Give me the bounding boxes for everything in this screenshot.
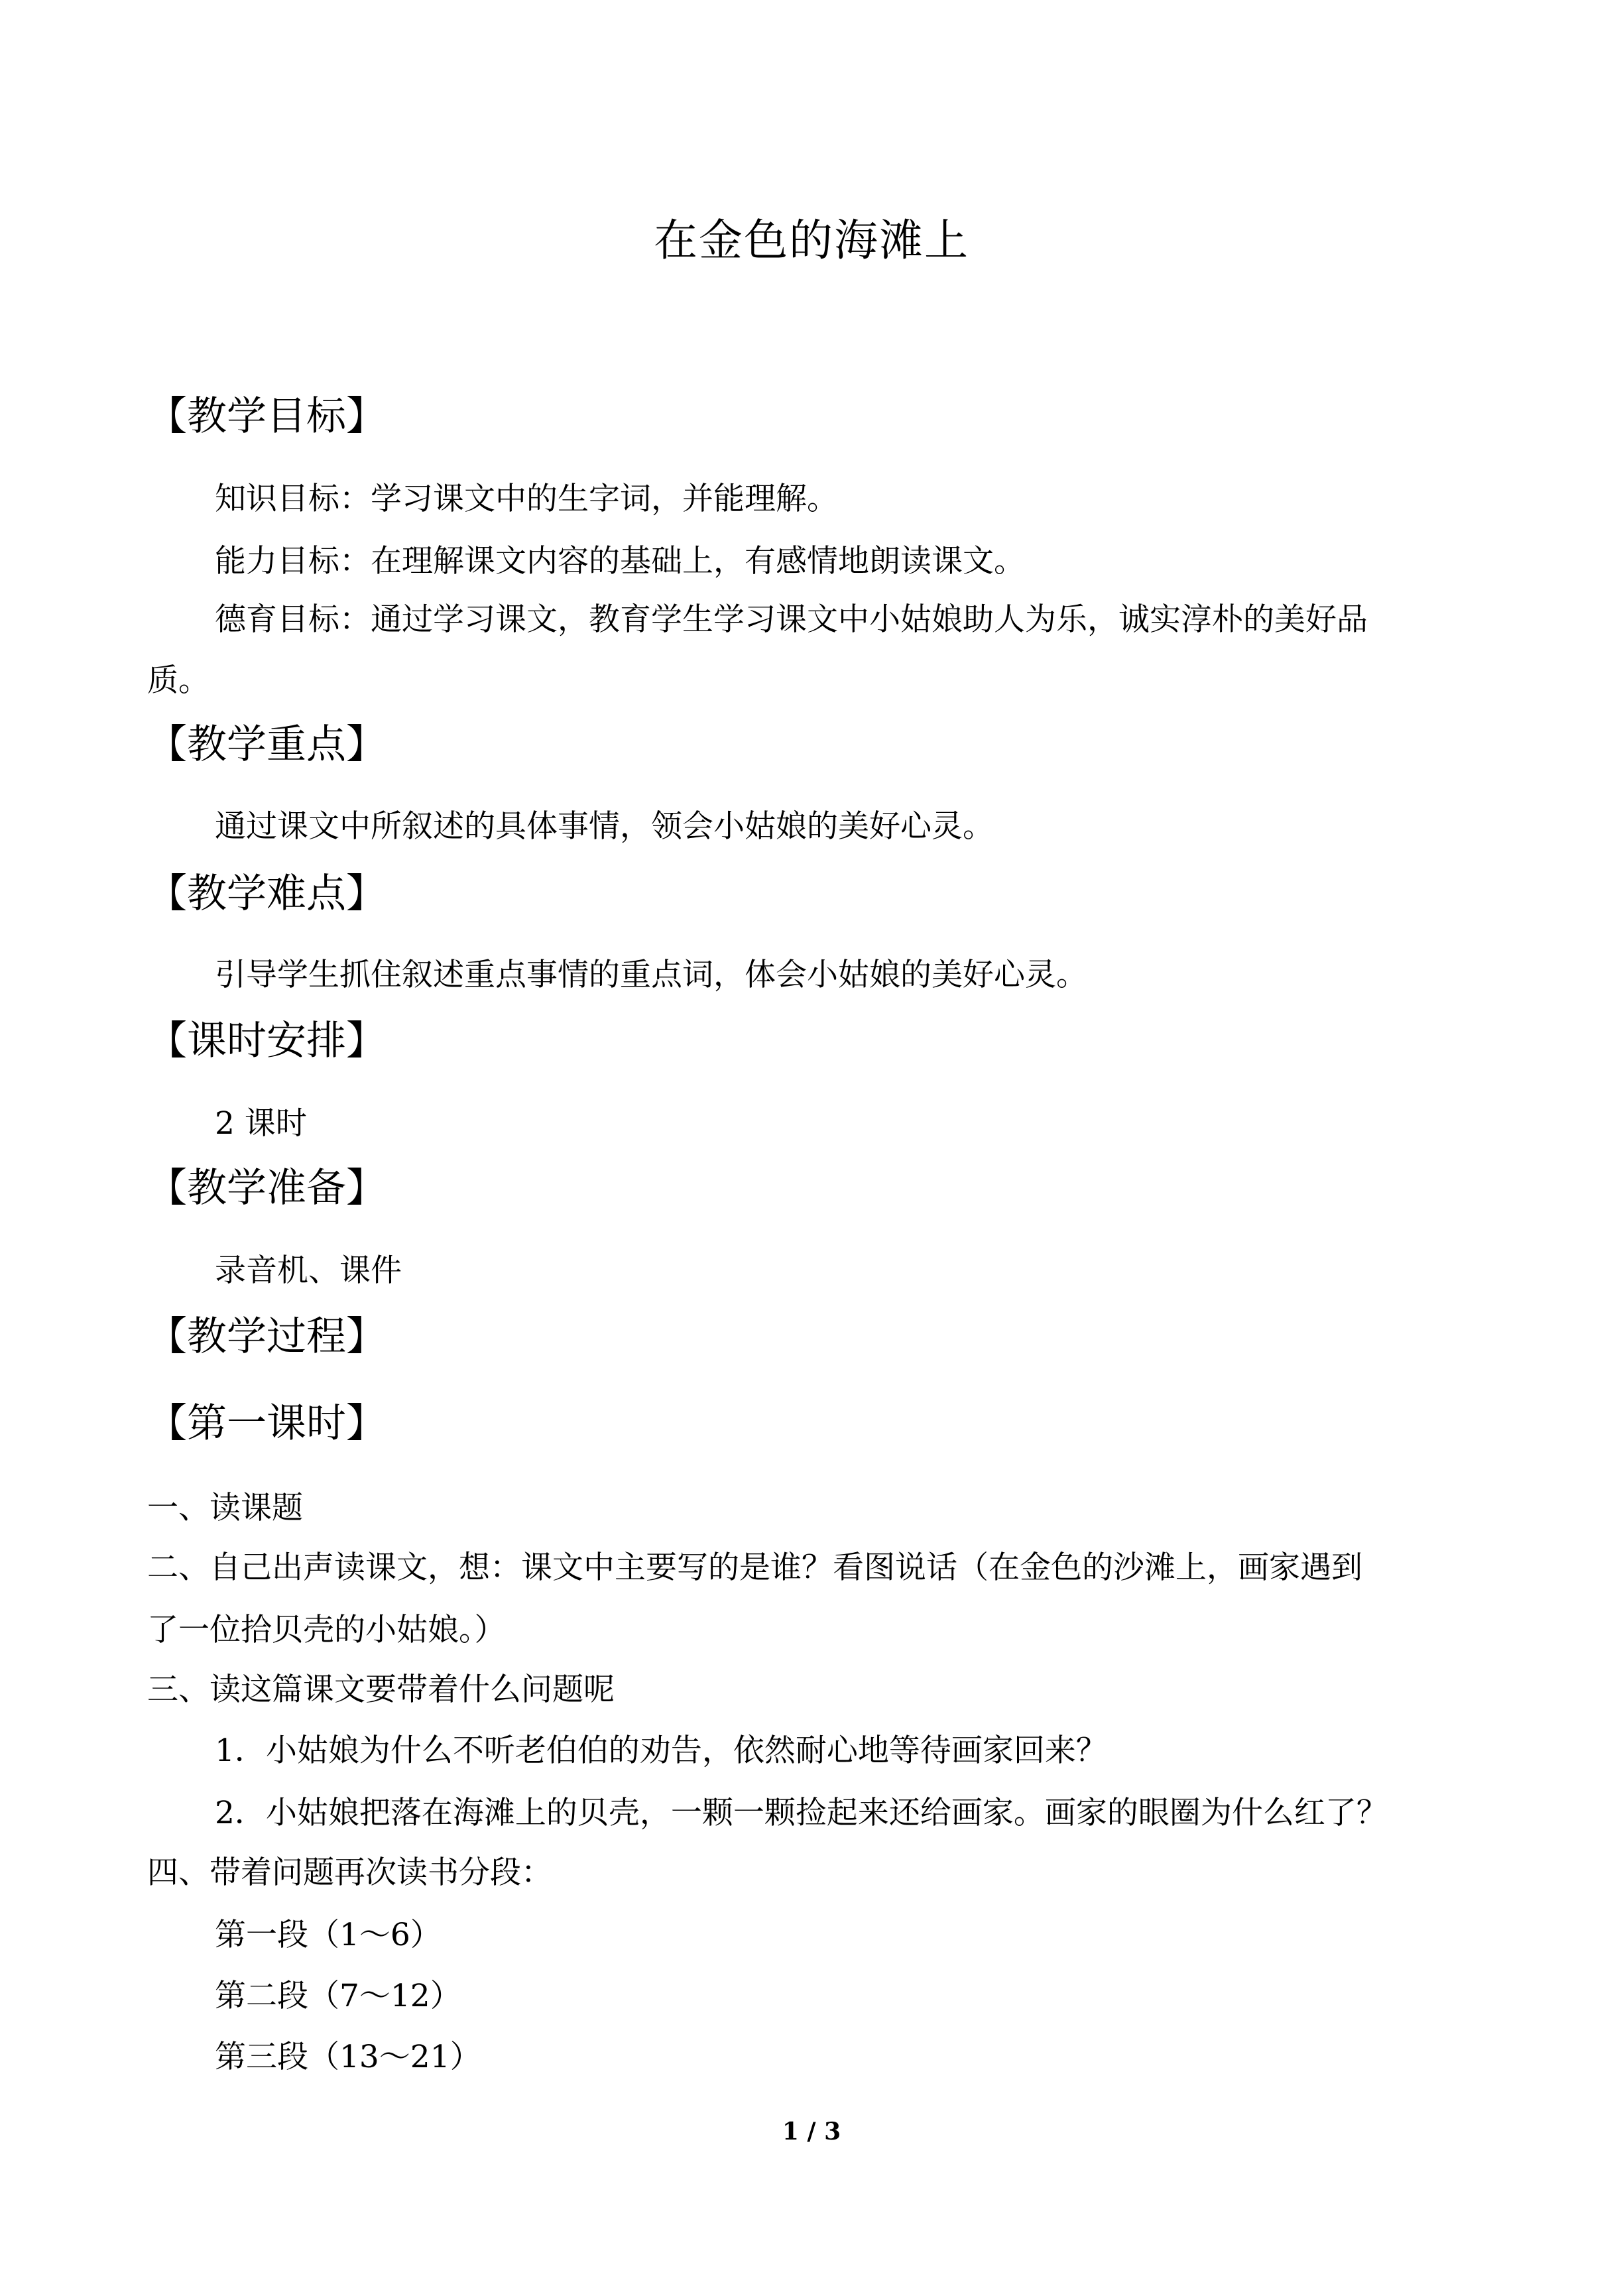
step-3: 三、读这篇课文要带着什么问题呢 (147, 1671, 615, 1708)
segment-3: 第三段（13～21） (215, 2039, 481, 2075)
heading-process: 【教学过程】 (147, 1313, 386, 1360)
step-1: 一、读课题 (147, 1490, 303, 1526)
objective-knowledge: 知识目标：学习课文中的生字词，并能理解。 (215, 481, 838, 517)
preparation-text: 录音机、课件 (215, 1252, 402, 1289)
document-title: 在金色的海滩上 (654, 215, 969, 266)
heading-preparation: 【教学准备】 (147, 1165, 386, 1211)
step-4: 四、带着问题再次读书分段： (147, 1854, 552, 1891)
step-2-line2: 了一位拾贝壳的小姑娘。） (147, 1612, 506, 1648)
objective-moral-line1: 德育目标：通过学习课文，教育学生学习课文中小姑娘助人为乐，诚实淳朴的美好品 (215, 601, 1368, 638)
segment-2: 第二段（7～12） (215, 1978, 461, 2014)
schedule-text: 2 课时 (215, 1105, 307, 1142)
objective-moral-line2: 质。 (147, 662, 210, 699)
question-1: 1．小姑娘为什么不听老伯伯的劝告，依然耐心地等待画家回来？ (215, 1732, 1107, 1769)
difficulties-text: 引导学生抓住叙述重点事情的重点词，体会小姑娘的美好心灵。 (215, 957, 1087, 993)
page-number: 1 / 3 (782, 2118, 841, 2145)
heading-first-lesson: 【第一课时】 (147, 1400, 386, 1447)
key-points-text: 通过课文中所叙述的具体事情，领会小姑娘的美好心灵。 (215, 808, 994, 845)
step-2-line1: 二、自己出声读课文，想：课文中主要写的是谁？看图说话（在金色的沙滩上，画家遇到 (147, 1549, 1362, 1586)
objective-ability: 能力目标：在理解课文内容的基础上，有感情地朗读课文。 (215, 543, 1025, 579)
segment-1: 第一段（1～6） (215, 1917, 442, 1953)
heading-key-points: 【教学重点】 (147, 721, 386, 768)
question-2: 2．小姑娘把落在海滩上的贝壳，一颗一颗捡起来还给画家。画家的眼圈为什么红了？ (215, 1795, 1388, 1831)
heading-difficulties: 【教学难点】 (147, 871, 386, 917)
heading-schedule: 【课时安排】 (147, 1018, 386, 1064)
heading-objectives: 【教学目标】 (147, 393, 386, 440)
